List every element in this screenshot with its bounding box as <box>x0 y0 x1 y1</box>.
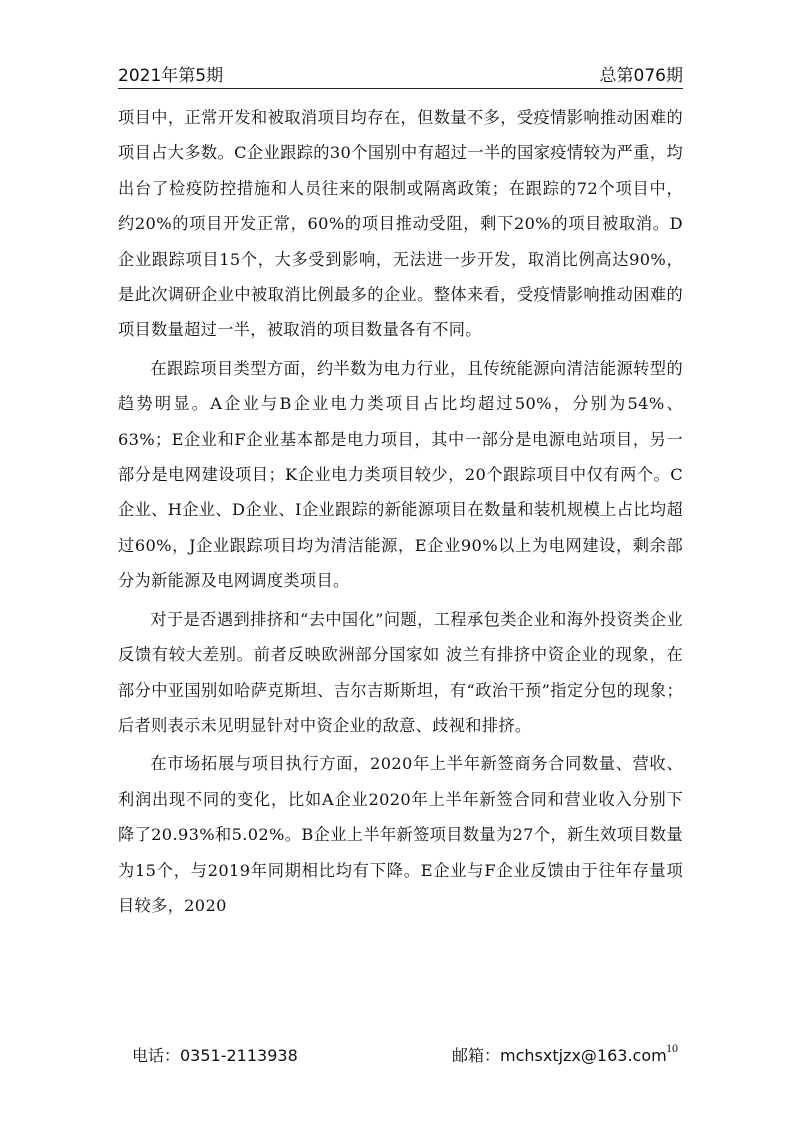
footer-phone: 电话：0351-2113938 <box>132 1046 298 1065</box>
paragraph-market-expansion: 在市场拓展与项目执行方面，2020年上半年新签商务合同数量、营收、利润出现不同的变化，比如A企业2020年上半年新签合同和营业收入分别下降了20.93%和5.02%。B企业上半年新签项目数量为27个，新生效项目数量为15个，与2019年同期相比均有下降。E企业与F企业反馈由于往年存量项目较多，2020 <box>118 754 683 915</box>
paragraph-project-types: 在跟踪项目类型方面，约半数为电力行业，且传统能源向清洁能源转型的趋势明显。A企业与B企业电力类项目占比均超过50%，分别为54%、63%；E企业和F企业基本都是电力项目，其中一部分是电源电站项目，另一部分是电网建设项目；K企业电力类项目较少，20个跟踪项目中仅有两个。C企业、H企业、D企业、I企业跟踪的新能源项目在数量和装机规模上占比均超过60%，J企业跟踪项目均为清洁能源，E企业90%以上为电网建设，剩余部分为新能源及电网调度类项目。 <box>118 358 683 591</box>
page-header <box>118 56 683 86</box>
article-body <box>118 100 683 926</box>
paragraph-exclusion: 对于是否遇到排挤和“去中国化”问题，工程承包类企业和海外投资类企业反馈有较大差别。前者反映欧洲部分国家如 波兰有排挤中资企业的现象，在部分中亚国别如哈萨克斯坦、吉尔吉斯斯坦，有“政治干预”指定分包的现象；后者则表示未见明显针对中资企业的敌意、歧视和排挤。 <box>118 609 683 735</box>
paragraph-continued: 项目中，正常开发和被取消项目均存在，但数量不多，受疫情影响推动困难的项目占大多数。C企业跟踪的30个国别中有超过一半的国家疫情较为严重，均出台了检疫防控措施和人员往来的限制或隔离政策；在跟踪的72个项目中，约20%的项目开发正常，60%的项目推动受阻，剩下20%的项目被取消。D企业跟踪项目15个，大多受到影响，无法进一步开发，取消比例高达90%，是此次调研企业中被取消比例最多的企业。整体来看，受疫情影响推动困难的项目数量超过一半，被取消的项目数量各有不同。 <box>118 108 683 340</box>
page-number: 10 <box>666 1041 678 1055</box>
total-issue-number: 总第076期 <box>599 66 683 86</box>
footer-email: 邮箱：mchsxtjzx@163.com <box>452 1046 667 1065</box>
issue-number: 2021年第5期 <box>118 66 224 86</box>
header-divider <box>118 88 683 89</box>
page-footer <box>0 1043 800 1067</box>
